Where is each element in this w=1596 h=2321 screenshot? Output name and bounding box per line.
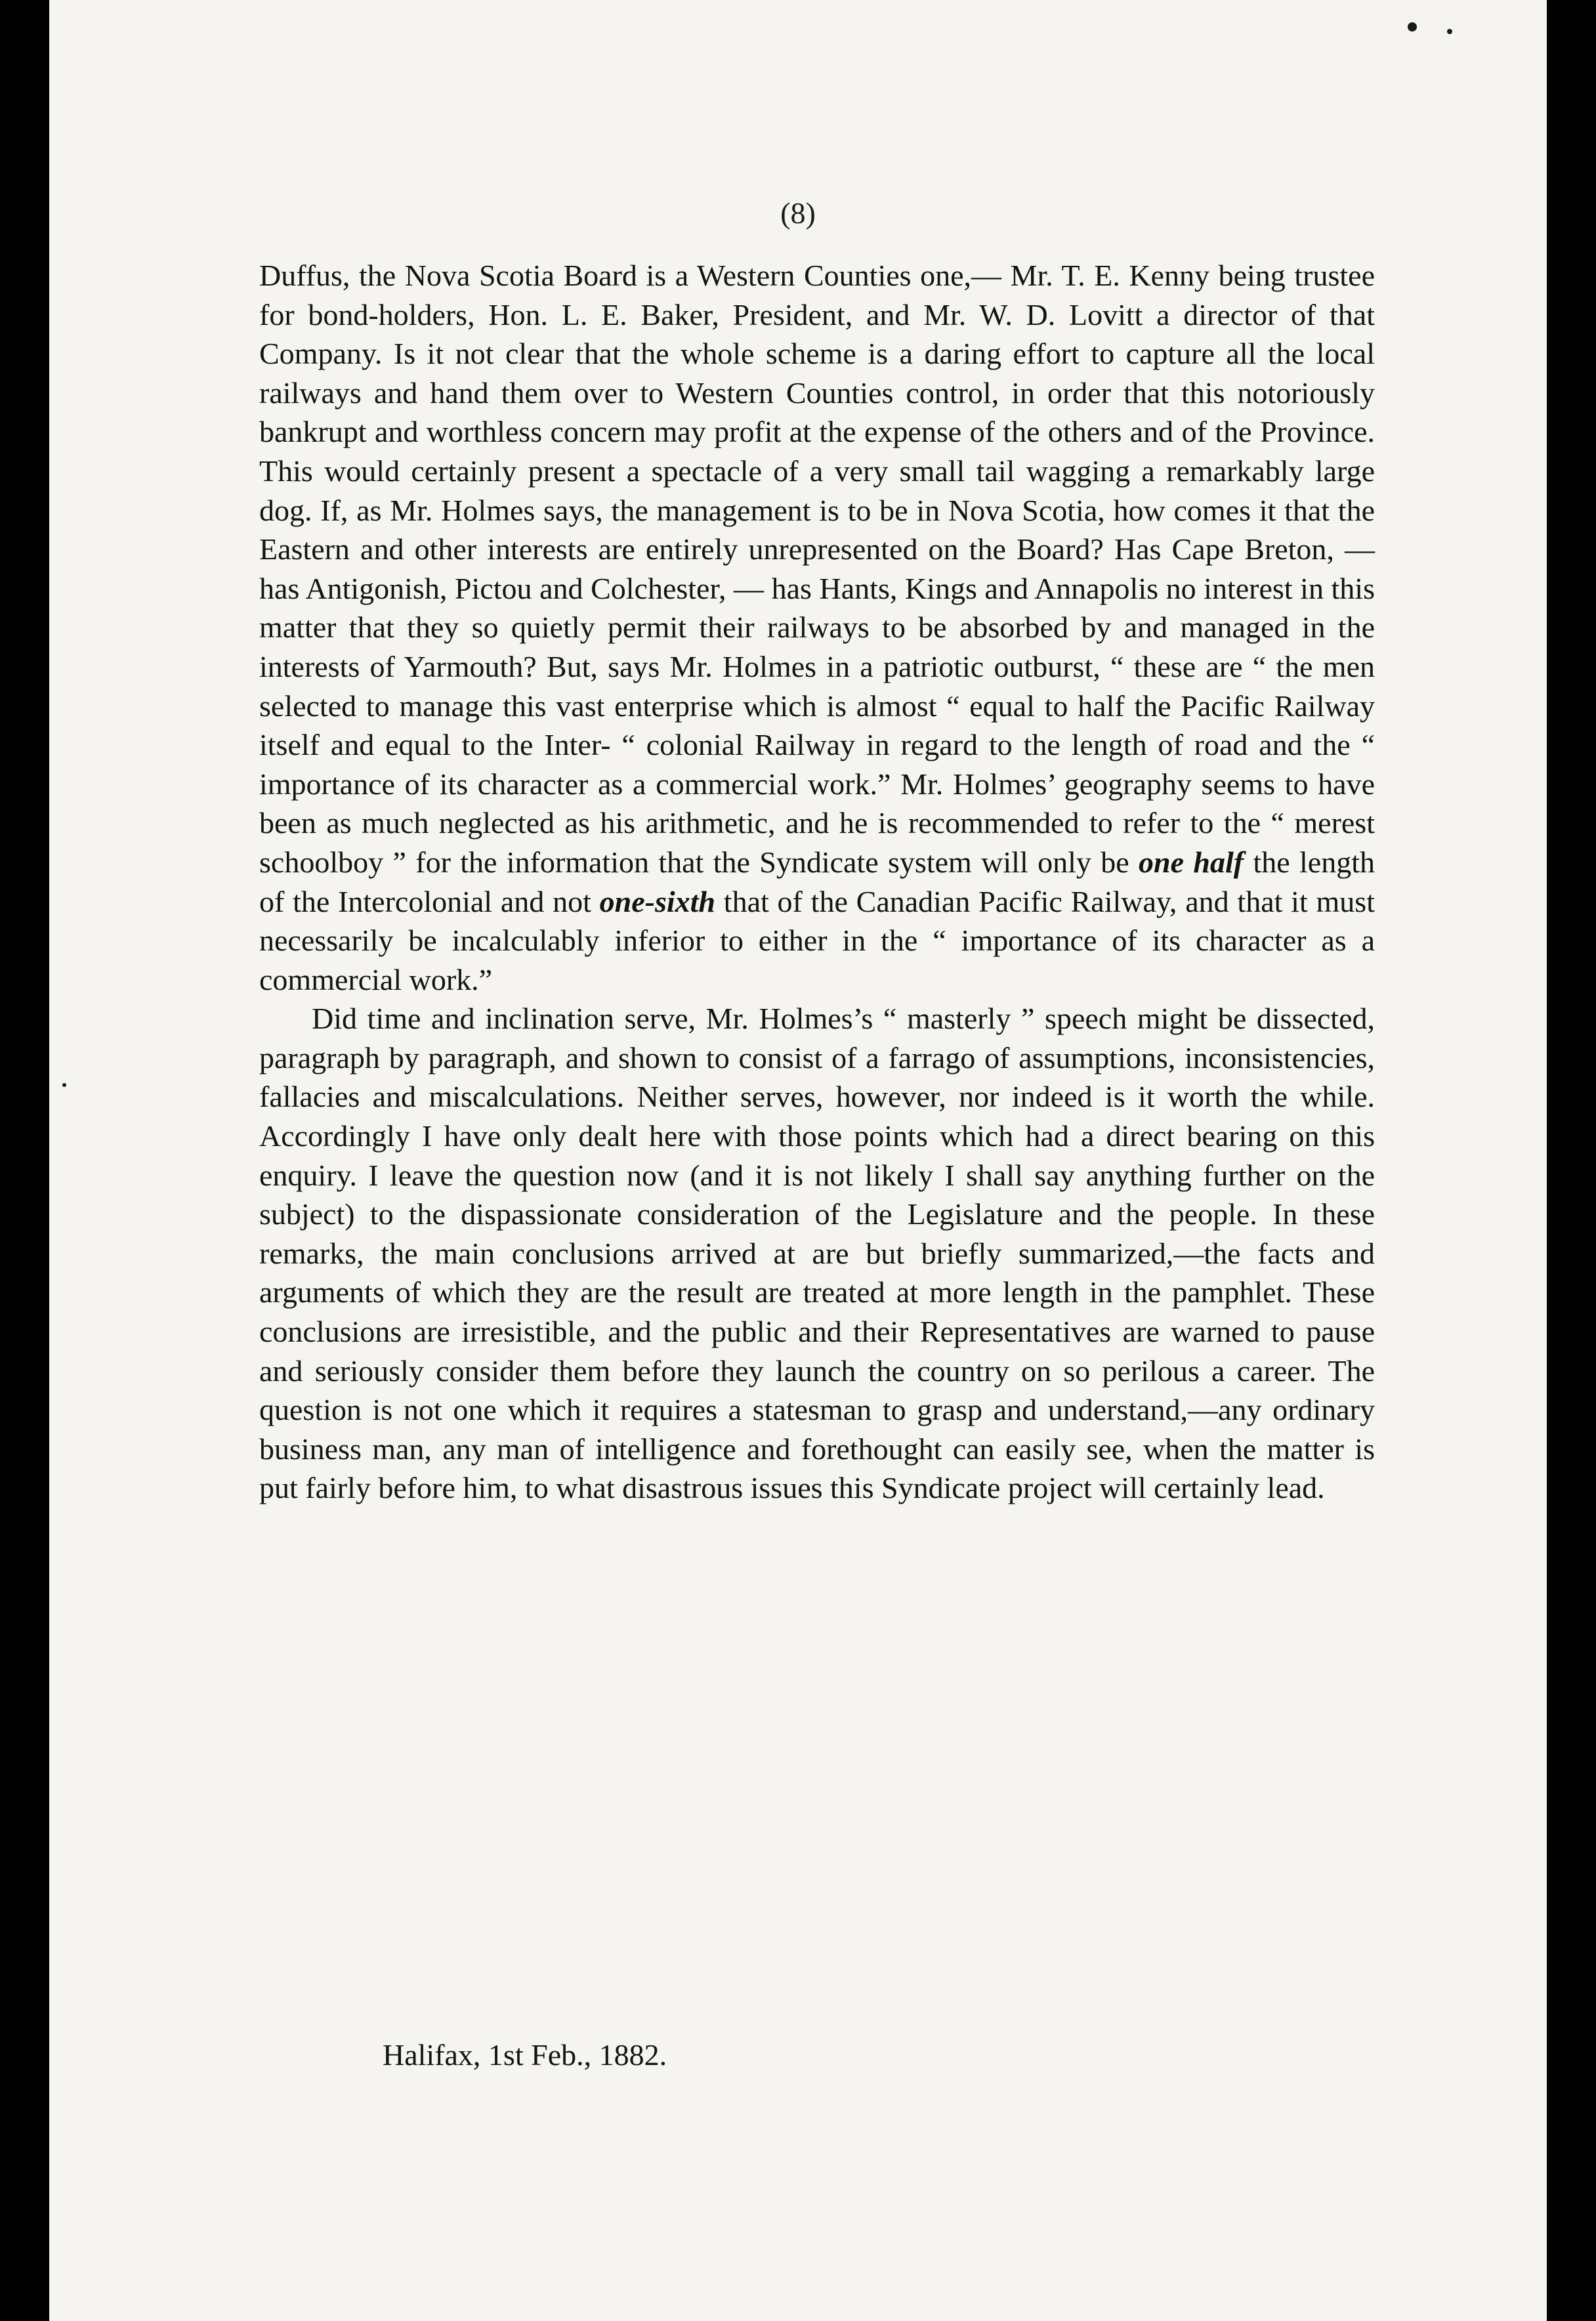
document-page [49, 0, 1547, 2321]
page-number: (8) [780, 196, 816, 230]
paragraph [259, 999, 1375, 1508]
text-run: the length of the Intercolonial and not [259, 845, 1375, 918]
print-speck [1408, 22, 1417, 32]
print-speck [1447, 29, 1452, 34]
text-run: Did time and inclination serve, Mr. Holmes’s “ masterly ” speech might be dissected, paragraph by paragraph, and shown to consist of a farrago of assumptions, inconsistencies, fallacies and miscalculations. Neither serves, however, nor indeed is it worth the while. Accordingly I have only dealt here with those points which had a direct bearing on this enquiry. I leave the question now (and it is not likely I shall say anything further on the subject) to the dispassionate consideration of the Legislature and the people. In these remarks, the main conclusions arrived at are but briefly summarized,—the facts and arguments of which they are the result are treated at more length in the pamphlet. These conclusions are irresistible, and the public and their Representatives are warned to pause and seriously consider them before they launch the country on so perilous a career. The question is not one which it requires a statesman to grasp and understand,—any ordinary business man, any man of intelligence and forethought can easily see, when the matter is put fairly before him, to what disastrous issues this Syndicate project will certainly lead. [259, 1002, 1375, 1505]
print-speck [62, 1083, 66, 1087]
text-run: that of the Canadian Pacific Railway, and that it must necessarily be incalculably inferior to either in the “ importance of its character as a commercial work.” [259, 884, 1375, 996]
paragraph [259, 256, 1375, 999]
emphasized-text: one-sixth [599, 884, 716, 918]
text-run: Duffus, the Nova Scotia Board is a Western Counties one,— Mr. T. E. Kenny being trustee for bond-holders, Hon. L. E. Baker, President, and Mr. W. D. Lovitt a director of that Company. Is it not clear that the whole scheme is a daring effort to capture all the local railways and hand them over to Western Counties control, in order that this notoriously bankrupt and worthless concern may profit at the expense of the others and of the Province. This would certainly present a spectacle of a very small tail wagging a remarkably large dog. If, as Mr. Holmes says, the management is to be in Nova Scotia, how comes it that the Eastern and other interests are entirely unrepresented on the Board? Has Cape Breton, — has Antigonish, Pictou and Colchester, — has Hants, Kings and Annapolis no interest in this matter that they so quietly permit their railways to be absorbed by and managed in the interests of Yarmouth? But, says Mr. Holmes in a patriotic outburst, “ these are “ the men selected to manage this vast enterprise which is almost “ equal to half the Pacific Railway itself and equal to the Inter- “ colonial Railway in regard to the length of road and the “ importance of its character as a commercial work.” Mr. Holmes’ geography seems to have been as much neglected as his arithmetic, and he is recommended to refer to the “ merest schoolboy ” for the information that the Syndicate system will only be [259, 259, 1375, 879]
dateline: Halifax, 1st Feb., 1882. [383, 2038, 667, 2072]
body-text [259, 256, 1375, 1508]
emphasized-text: one half [1139, 845, 1244, 879]
